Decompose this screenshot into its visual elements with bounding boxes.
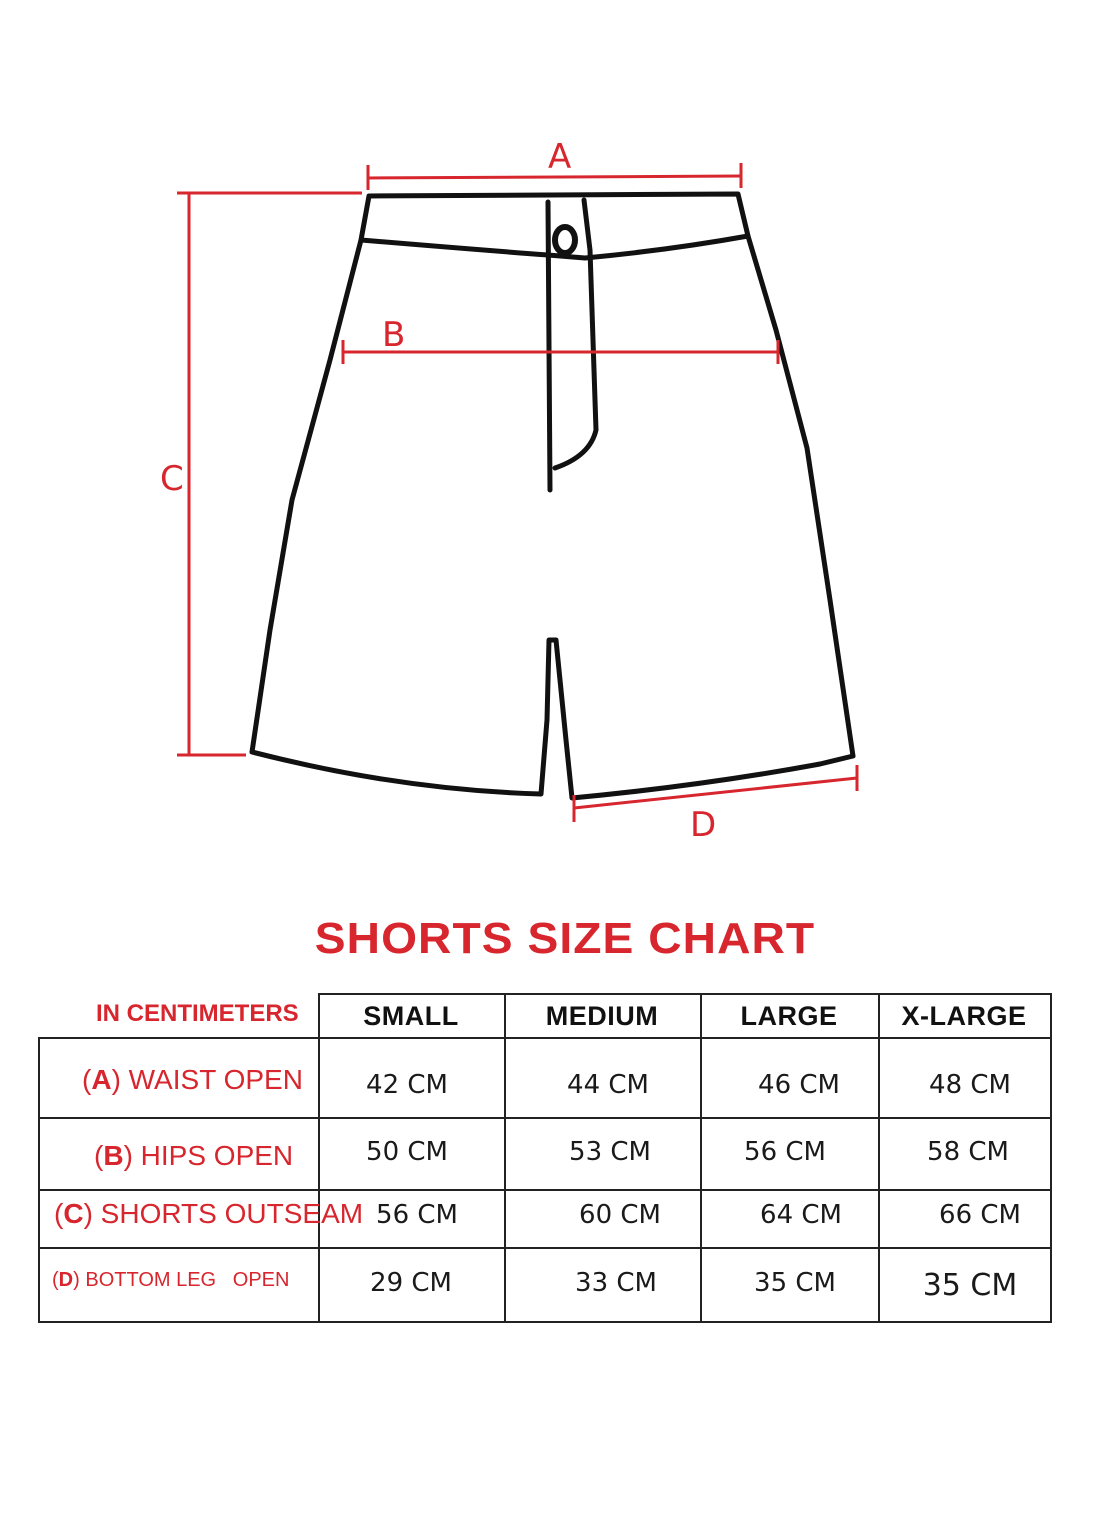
table-line <box>38 1037 40 1323</box>
row-label-key: D <box>58 1269 74 1291</box>
table-cell: 33 CM <box>575 1268 657 1298</box>
dimension-c-line <box>177 193 362 755</box>
row-label-key: C <box>63 1198 84 1229</box>
dimension-a-label: A <box>548 137 572 177</box>
table-line <box>38 1321 1050 1323</box>
dimension-b-label: B <box>382 315 406 355</box>
table-line <box>38 1189 1050 1191</box>
row-label-close-paren: ) <box>123 1140 133 1171</box>
column-header: SMALL <box>363 1001 459 1031</box>
row-label <box>82 1064 303 1096</box>
table-cell: 50 CM <box>366 1137 448 1167</box>
column-header: MEDIUM <box>545 1001 659 1031</box>
chart-title: SHORTS SIZE CHART <box>314 914 816 963</box>
row-label-name: HIPS OPEN <box>132 1140 294 1171</box>
row-label-open-paren: ( <box>82 1064 92 1095</box>
table-cell: 29 CM <box>370 1268 452 1298</box>
row-label-name: BOTTOM LEG OPEN <box>79 1269 290 1291</box>
dimension-c-label: C <box>160 459 184 499</box>
row-label-close-paren: ) <box>83 1198 93 1229</box>
table-cell: 60 CM <box>579 1200 661 1230</box>
row-label-open-paren: ( <box>52 1269 59 1291</box>
table-cell: 35 CM <box>922 1268 1018 1303</box>
table-cell: 64 CM <box>760 1200 842 1230</box>
table-cell: 44 CM <box>567 1070 649 1100</box>
row-label-open-paren: ( <box>54 1198 64 1229</box>
row-label <box>52 1269 289 1292</box>
row-label-key: A <box>91 1064 112 1095</box>
column-header: X-LARGE <box>901 1001 1027 1031</box>
dimension-b-line <box>343 340 778 364</box>
button-icon <box>555 227 575 253</box>
table-cell: 56 CM <box>376 1200 458 1230</box>
row-label <box>54 1198 363 1230</box>
table-cell: 53 CM <box>569 1137 651 1167</box>
table-cell: 48 CM <box>929 1070 1011 1100</box>
table-cell: 42 CM <box>366 1070 448 1100</box>
table-cell: 58 CM <box>927 1137 1009 1167</box>
table-cell: 46 CM <box>758 1070 840 1100</box>
table-cell: 66 CM <box>939 1200 1021 1230</box>
row-label-close-paren: ) <box>111 1064 121 1095</box>
shorts-outline <box>252 194 853 798</box>
row-label-close-paren: ) <box>73 1269 80 1291</box>
units-label: IN CENTIMETERS <box>96 1000 299 1027</box>
row-label-name: WAIST OPEN <box>120 1064 303 1095</box>
table-cell: 35 CM <box>754 1268 836 1298</box>
table-line <box>38 1037 1050 1039</box>
table-line <box>504 993 506 1323</box>
column-header: LARGE <box>740 1001 838 1031</box>
table-cell: 56 CM <box>744 1137 826 1167</box>
table-line <box>318 993 1050 995</box>
dimension-d-label: D <box>690 805 717 845</box>
table-line <box>38 1117 1050 1119</box>
row-label-open-paren: ( <box>94 1140 104 1171</box>
row-label-key: B <box>103 1140 124 1171</box>
row-label-name: SHORTS OUTSEAM <box>92 1198 364 1229</box>
row-label <box>94 1140 293 1172</box>
table-line <box>38 1247 1050 1249</box>
